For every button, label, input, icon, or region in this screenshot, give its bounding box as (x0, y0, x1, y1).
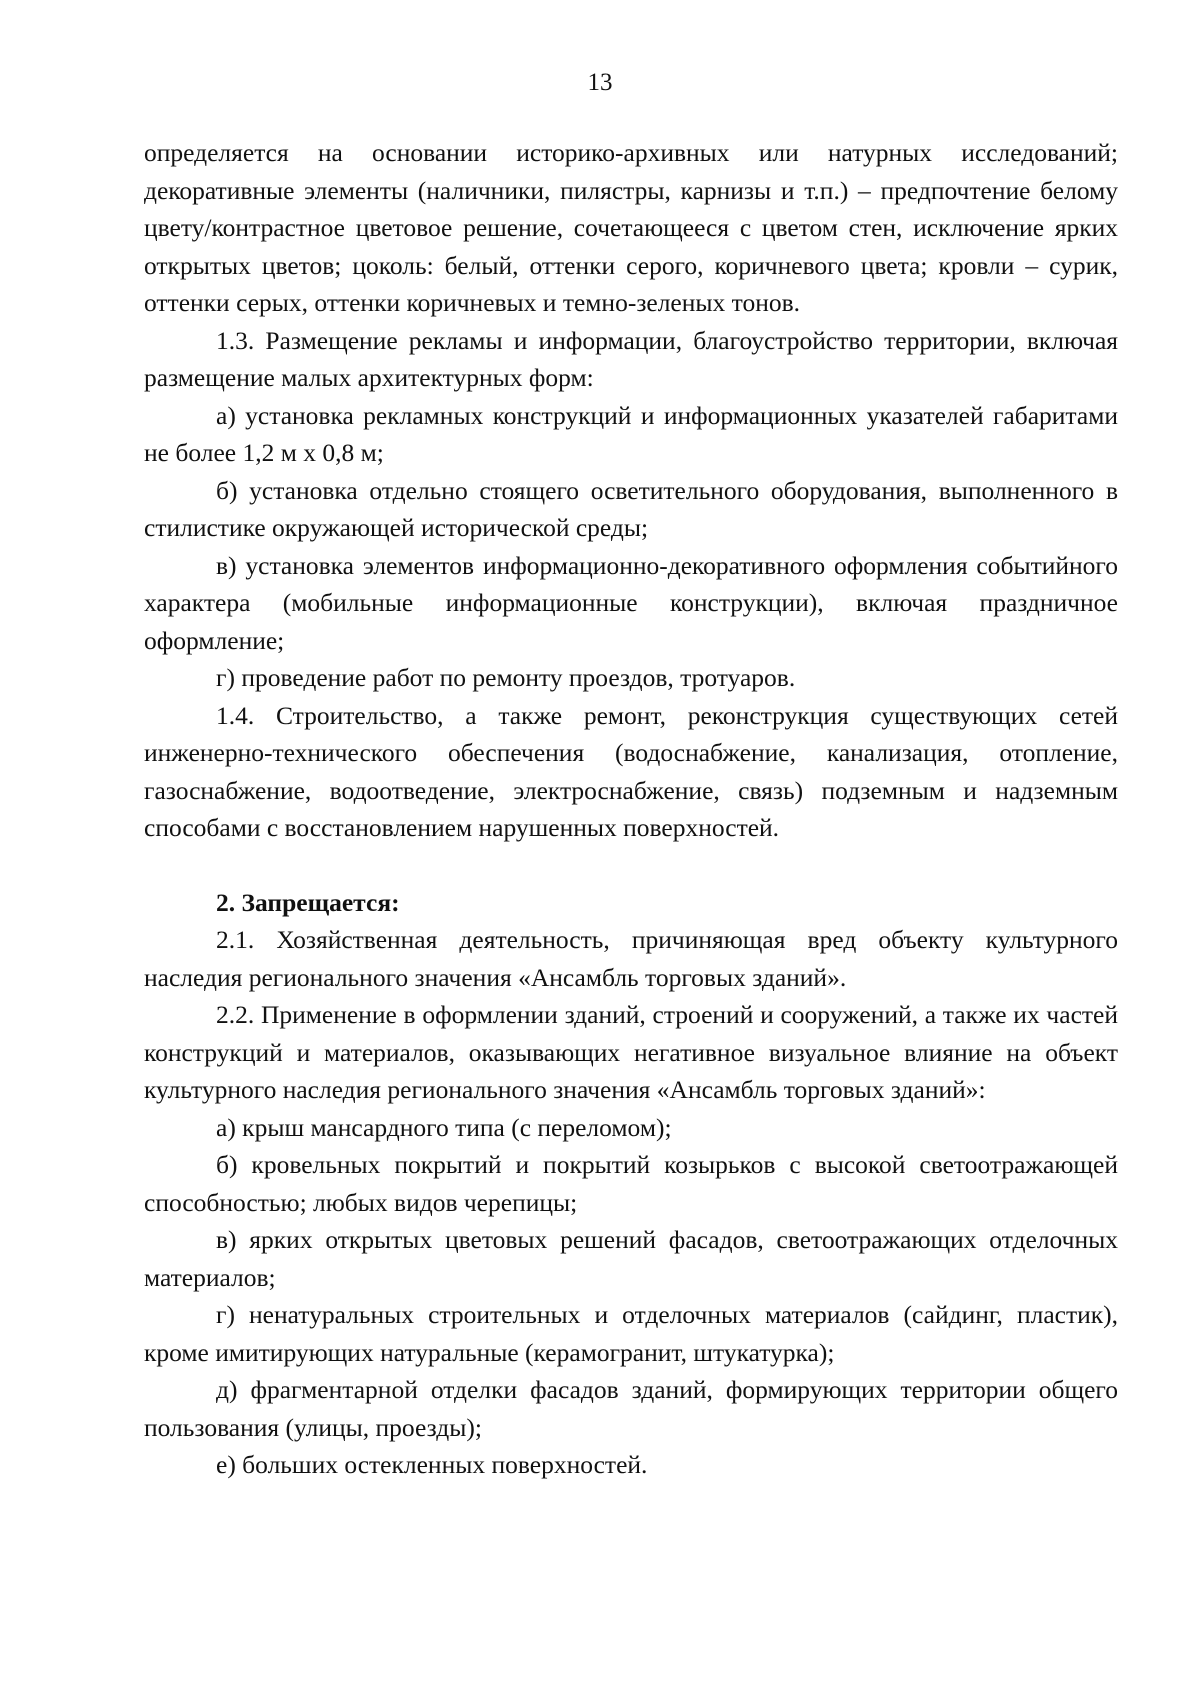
list-item-1-3-v: в) установка элементов информационно-декоративного оформления событийного характера (мобильные информационные конструкции), включая праздничное оформление; (144, 550, 1118, 655)
paragraph-2-1: 2.1. Хозяйственная деятельность, причиняющая вред объекту культурного наследия регионального значения «Ансамбль торговых зданий». (144, 925, 1118, 992)
paragraph-1-4: 1.4. Строительство, а также ремонт, реконструкция существующих сетей инженерно-технического обеспечения (водоснабжение, канализация, отопление, газоснабжение, водоотведение, электроснабжение, связь) подземным и надземным способами с восстановлением нарушенных поверхностей. (144, 700, 1118, 842)
list-item-1-3-a: а) установка рекламных конструкций и информационных указателей габаритами не более 1,2 м х 0,8 м; (144, 400, 1118, 467)
list-item-2-2-e: е) больших остекленных поверхностей. (216, 1450, 648, 1479)
list-item-2-2-g: г) ненатуральных строительных и отделочных материалов (сайдинг, пластик), кроме имитирующих натуральные (керамогранит, штукатурка); (144, 1300, 1118, 1367)
list-item-1-3-b: б) установка отдельно стоящего осветительного оборудования, выполненного в стилистике окружающей исторической среды; (144, 475, 1118, 542)
page-number: 13 (587, 69, 613, 96)
list-item-2-2-a: а) крыш мансардного типа (с переломом); (216, 1112, 672, 1142)
list-item-1-3-g: г) проведение работ по ремонту проездов, тротуаров. (216, 663, 796, 692)
list-item-2-2-b: б) кровельных покрытий и покрытий козырьков с высокой светоотражающей способностью; любых видов черепицы; (144, 1150, 1118, 1217)
paragraph-1-3: 1.3. Размещение рекламы и информации, благоустройство территории, включая размещение малых архитектурных форм: (144, 325, 1118, 392)
document-body (144, 134, 1118, 1484)
list-item-2-2-v: в) ярких открытых цветовых решений фасадов, светоотражающих отделочных материалов; (144, 1225, 1118, 1292)
section-heading-prohibited: 2. Запрещается: (216, 887, 400, 917)
paragraph-2-2: 2.2. Применение в оформлении зданий, строений и сооружений, а также их частей конструкций и материалов, оказывающих негативное визуальное влияние на объект культурного наследия регионального значения «Ансамбль торговых зданий»: (144, 1000, 1118, 1104)
paragraph-color-requirements: определяется на основании историко-архивных или натурных исследований; декоративные элементы (наличники, пилястры, карнизы и т.п.) – предпочтение белому цвету/контрастное цветовое решение, сочетающееся с цветом стен, исключение ярких открытых цветов; цоколь: белый, оттенки серого, коричневого цвета; кровли – сурик, оттенки серых, оттенки коричневых и темно-зеленых тонов. (144, 138, 1118, 317)
list-item-2-2-d: д) фрагментарной отделки фасадов зданий, формирующих территории общего пользования (улицы, проезды); (144, 1375, 1118, 1442)
